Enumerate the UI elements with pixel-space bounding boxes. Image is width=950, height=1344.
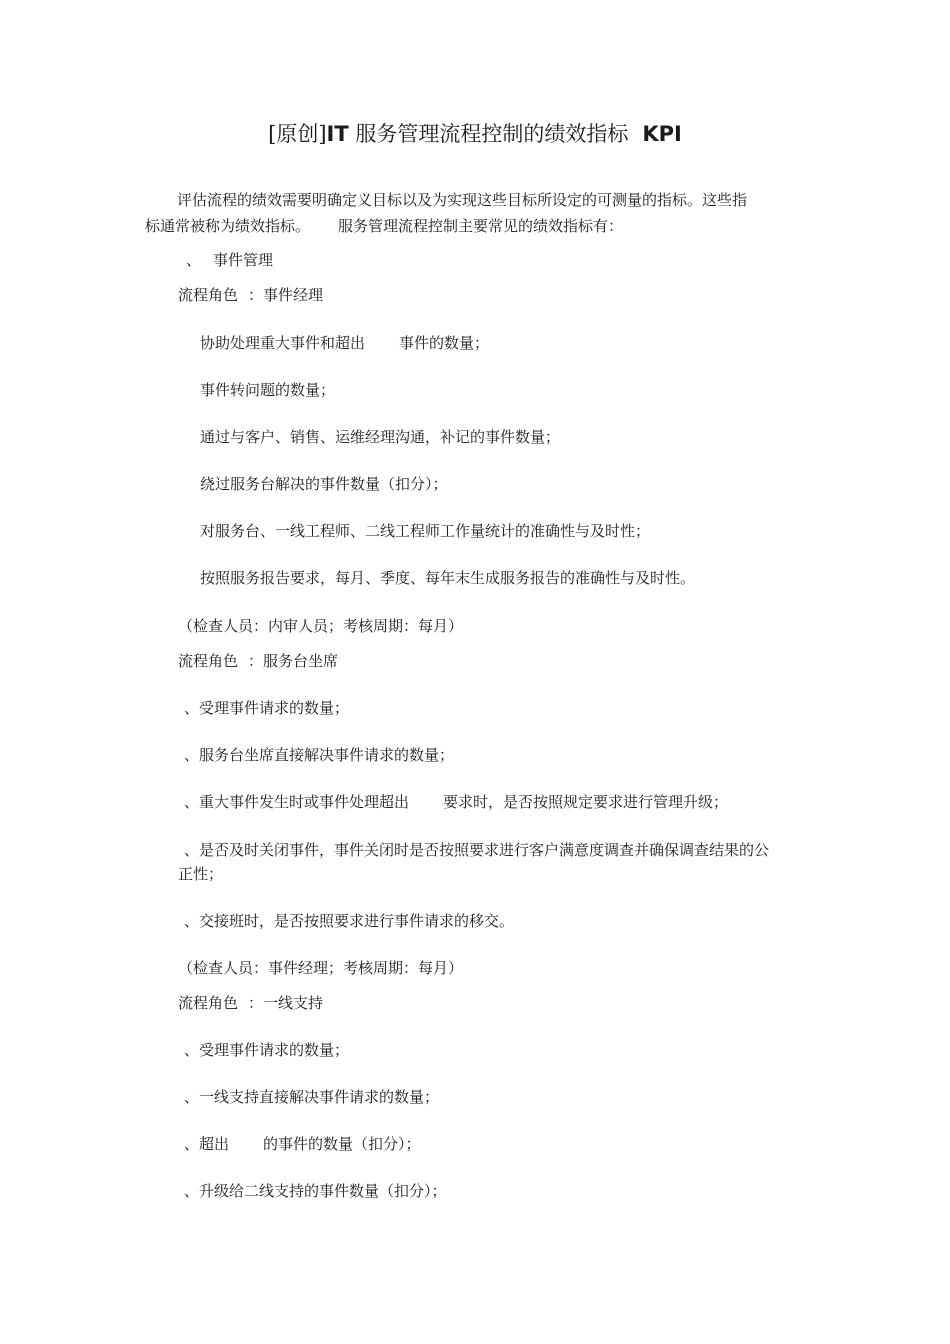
role-heading-incident-manager xyxy=(178,285,323,305)
role-name: ：服务台坐席 xyxy=(248,652,339,670)
role-name: ：一线支持 xyxy=(248,994,324,1012)
intro-line-2 xyxy=(145,216,623,236)
list-item: 按照服务报告要求，每月、季度、每年末生成服务报告的准确性与及时性。 xyxy=(200,569,696,587)
role-label: 流程角色 xyxy=(178,652,239,670)
role-label: 流程角色 xyxy=(178,994,239,1012)
list-item: 、受理事件请求的数量； xyxy=(184,1041,350,1059)
list-item: 、交接班时，是否按照要求进行事件请求的移交。 xyxy=(184,912,515,930)
list-item-text-cont: 的事件的数量（扣分）； xyxy=(263,1135,421,1153)
check-note: （检查人员：内审人员；考核周期：每月） xyxy=(178,617,464,635)
role-heading-first-line xyxy=(178,993,323,1013)
list-item: 、受理事件请求的数量； xyxy=(184,699,350,717)
document-title xyxy=(0,120,950,148)
list-item-text-cont: 要求时，是否按照规定要求进行管理升级； xyxy=(443,793,729,811)
list-item-text: 协助处理重大事件和超出 xyxy=(200,334,366,352)
list-item: 、升级给二线支持的事件数量（扣分）； xyxy=(184,1182,447,1200)
title-kpi: KPI xyxy=(642,122,682,146)
list-item xyxy=(200,333,489,353)
list-item: 绕过服务台解决的事件数量（扣分）； xyxy=(200,475,448,493)
list-item-text: 、超出 xyxy=(184,1135,230,1153)
section-heading-text: 事件管理 xyxy=(213,251,274,269)
title-main: 服务管理流程控制的绩效指标 xyxy=(355,122,629,146)
list-item: 事件转问题的数量； xyxy=(200,381,336,399)
list-item xyxy=(184,792,728,812)
list-item: 通过与客户、销售、运维经理沟通，补记的事件数量； xyxy=(200,428,561,446)
intro-line-1: 评估流程的绩效需要明确定义目标以及为实现这些目标所设定的可测量的指标。这些指 xyxy=(177,191,748,209)
list-item: 、一线支持直接解决事件请求的数量； xyxy=(184,1088,440,1106)
list-item: 对服务台、一线工程师、二线工程师工作量统计的准确性与及时性； xyxy=(200,522,651,540)
title-prefix: [原创] xyxy=(268,122,327,146)
list-item xyxy=(184,1134,421,1154)
intro-line-2a: 标通常被称为绩效指标。 xyxy=(145,217,311,235)
role-label: 流程角色 xyxy=(178,286,239,304)
check-note: （检查人员：事件经理；考核周期：每月） xyxy=(178,959,464,977)
section-marker: 、 xyxy=(186,251,202,269)
intro-line-2b: 服务管理流程控制主要常见的绩效指标有： xyxy=(338,217,624,235)
title-it: IT xyxy=(326,122,349,146)
list-item-text: 、重大事件发生时或事件处理超出 xyxy=(184,793,410,811)
list-item: 、是否及时关闭事件，事件关闭时是否按照要求进行客户满意度调查并确保调查结果的公 xyxy=(184,841,770,859)
role-name: ：事件经理 xyxy=(248,286,324,304)
list-item: 、服务台坐席直接解决事件请求的数量； xyxy=(184,746,455,764)
list-item-text-cont: 事件的数量； xyxy=(399,334,490,352)
section-heading-incident xyxy=(186,250,273,270)
role-heading-service-desk xyxy=(178,651,338,671)
list-item-wrap: 正性； xyxy=(178,865,224,883)
